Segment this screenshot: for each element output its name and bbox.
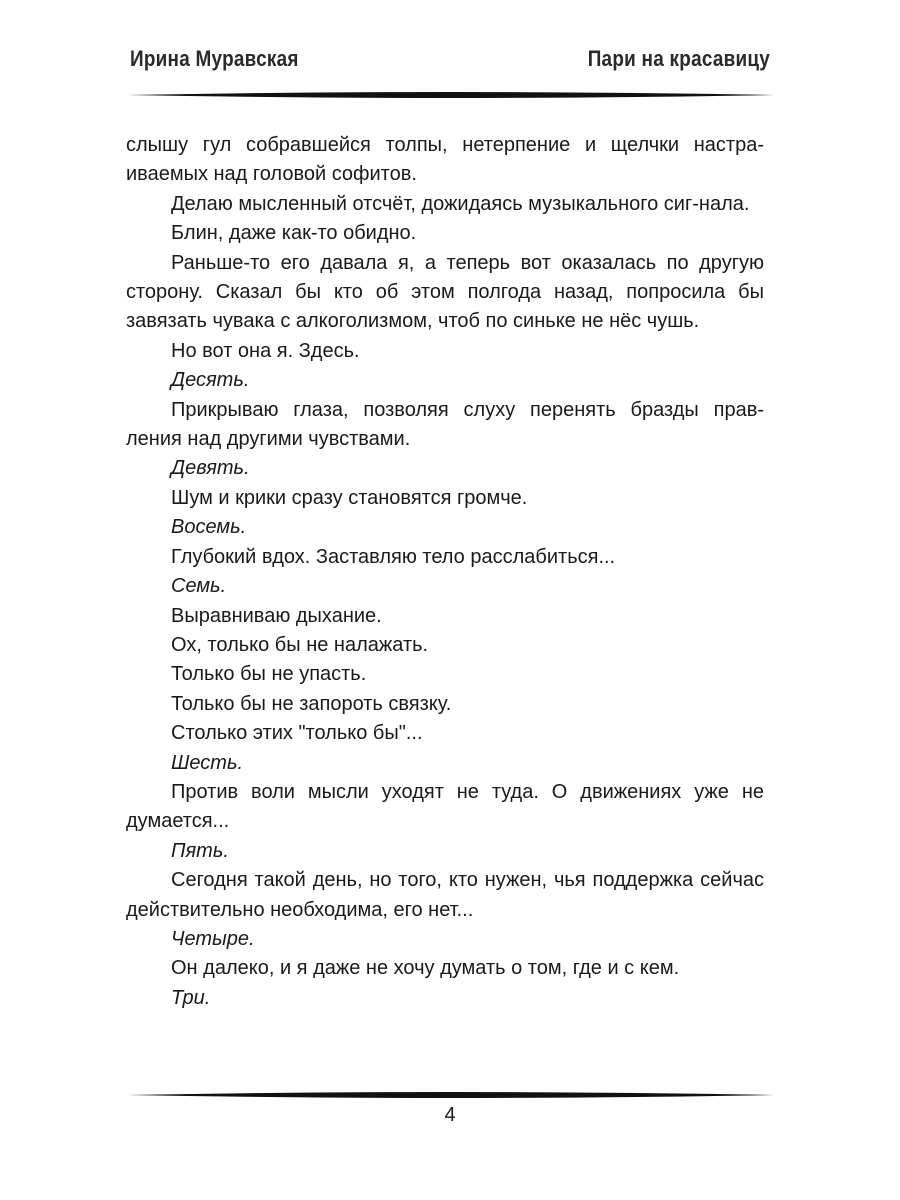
countdown-line: Десять.	[171, 369, 250, 392]
header-divider	[128, 90, 774, 100]
paragraph: Столько этих "только бы"...	[171, 722, 423, 745]
countdown-line: Шесть.	[171, 751, 244, 774]
paragraph: слышу гул собравшейся толпы, нетерпение и щелчки настра-иваемых над головой софитов.	[126, 134, 764, 186]
paragraph: Прикрываю глаза, позволяя слуху перенять бразды прав-ления над другими чувствами.	[126, 398, 764, 451]
countdown-line: Четыре.	[171, 927, 255, 950]
countdown-line: Пять.	[171, 839, 229, 862]
paragraph: Глубокий вдох. Заставляю тело расслабиться...	[171, 545, 616, 568]
running-header	[130, 40, 770, 80]
countdown-line: Три.	[171, 986, 211, 1009]
paragraph: Раньше-то его давала я, а теперь вот оказалась по другую сторону. Сказал бы кто об этом полгода назад, попросила бы завязать чувака с алкоголизмом, чтоб по синьке не нёс чушь.	[126, 251, 764, 333]
author-name: Ирина Муравская	[130, 46, 299, 71]
footer-divider	[128, 1090, 774, 1100]
paragraph: Он далеко, и я даже не хочу думать о том, где и с кем.	[171, 957, 680, 980]
paragraph: Шум и крики сразу становятся громче.	[171, 486, 528, 509]
book-title: Пари на красавицу	[587, 46, 770, 71]
paragraph: Ох, только бы не налажать.	[171, 633, 429, 656]
paragraph: Против воли мысли уходят не туда. О движениях уже не думается...	[126, 780, 764, 833]
body-text	[126, 131, 764, 1013]
paragraph: Но вот она я. Здесь.	[171, 339, 360, 362]
paragraph: Блин, даже как-то обидно.	[171, 222, 417, 245]
countdown-line: Девять.	[171, 457, 250, 480]
countdown-line: Восемь.	[171, 516, 247, 539]
paragraph: Сегодня такой день, но того, кто нужен, чья поддержка сейчас действительно необходима, его нет...	[126, 869, 764, 921]
paragraph: Делаю мысленный отсчёт, дожидаясь музыкального сиг-нала.	[171, 192, 750, 215]
countdown-line: Семь.	[171, 575, 227, 598]
page-number: 4	[444, 1104, 456, 1126]
paragraph: Только бы не упасть.	[171, 663, 367, 686]
paragraph: Выравниваю дыхание.	[171, 604, 382, 627]
paragraph: Только бы не запороть связку.	[171, 692, 452, 715]
